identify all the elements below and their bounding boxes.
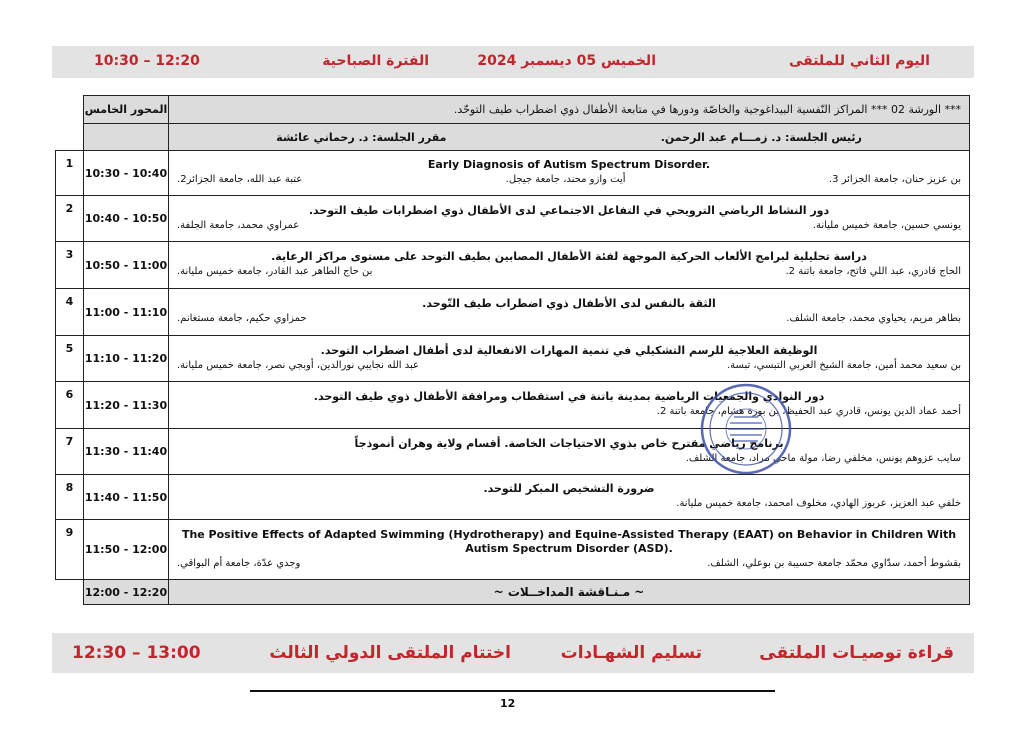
talk-row [56,336,970,382]
talk-time: 11:40 - 11:50 [84,475,169,520]
talk-author: وجدي عدّة، جامعة أم البواقي. [177,557,301,569]
talk-author: بن سعيد محمد أمين، جامعة الشيخ العربي التبسي، تبسة. [726,359,961,371]
axis-row [56,96,970,124]
talk-number: 9 [56,520,84,580]
talk-author: عبد الله نجايبي نورالدين، أوبجي نصر، جامعة خميس مليانة. [177,359,419,371]
talk-authors [177,358,961,374]
talk-author: حمزاوي حكيم، جامعة مستغانم. [177,313,307,324]
talk-author: أحمد عماد الدين يونس، قادري عبد الحفيظ، بن بوزة هشام، جامعة باتنة 2. [656,406,961,417]
recommendations-label: قراءة توصيـات الملتقى [759,643,954,663]
talk-number: 8 [56,475,84,520]
talk-row [56,289,970,336]
talk-row [56,520,970,580]
talk-title: دور النوادي والجمعيات الرياضية بمدينة باتنة في استقطاب ومرافقة الأطفال ذوي طيف التوحد. [313,390,825,403]
talk-time: 10:30 - 10:40 [84,151,169,196]
talk-title: دراسة تحليلية لبرامج الألعاب الحركية الموجهة لفئة الأطفال المصابين بطيف التوحد على مستوى مراكز الرعاية. [271,250,867,263]
day-label: اليوم الثاني للملتقى [788,53,930,69]
talk-number: 6 [56,382,84,429]
talk-authors [177,404,961,420]
talk-author: أيت وازو محند، جامعة جيجل. [505,174,626,185]
header-band [52,46,974,78]
talk-number: 5 [56,336,84,382]
talk-authors [177,451,961,467]
time-label: 10:30 – 12:20 [94,53,200,69]
axis-label: المحور الخامس [84,96,169,124]
talk-authors [177,172,961,188]
footer-rule [250,690,775,692]
talk-author: يونسي حسين، جامعة خميس مليانة. [812,219,961,231]
talk-row [56,382,970,429]
talk-number: 7 [56,429,84,475]
closing-time: 12:30 – 13:00 [72,643,201,663]
talk-row [56,475,970,520]
talk-author: عتبة عبد الله، جامعة الجزائر2. [177,174,303,185]
talk-time: 11:00 - 11:10 [84,289,169,336]
talk-author: بن حاج الطاهر عبد القادر، جامعة خميس مليانة. [177,266,373,277]
talk-authors [177,311,961,327]
schedule-table [55,95,970,605]
talk-author: خلفي عبد العزيز، عربوز الهادي، مخلوف امحمد، جامعة خميس مليانة. [676,498,961,509]
talk-number: 3 [56,242,84,289]
talk-author: الحاج قادري، عبد اللي فاتح، جامعة باتنة 2. [785,266,961,277]
certificates-label: تسليم الشهـادات [560,643,702,663]
talk-time: 11:20 - 11:30 [84,382,169,429]
university-stamp [700,383,792,475]
talk-author: بطاهر مريم، يحياوي محمد، جامعة الشلف. [786,313,961,324]
talk-author: بن عزيز حنان، جامعة الجزائر 3. [828,174,961,185]
closing-label: اختتام الملتقى الدولي الثالث [269,643,511,663]
talk-title: The Positive Effects of Adapted Swimming (Hydrotherapy) and Equine-Assisted Therapy (EAAT) on Behavior in Children With Autism Spectrum Disorder (ASD). [181,527,957,555]
talk-authors [177,264,961,280]
talk-authors [177,496,961,512]
talk-time: 10:40 - 10:50 [84,196,169,242]
talk-time: 11:30 - 11:40 [84,429,169,475]
closing-band [52,633,974,673]
talk-title: برنامج رياضي مقترح خاص بذوي الاحتياجات الخاصة. أقسام ولاية وهران أنموذجاً [354,436,784,450]
talk-author: بقشوط أحمد، سدّاوي محمّد جامعة حسيبة بن بوعلي، الشلف. [707,557,961,569]
period-label: الفترة الصباحية [322,53,429,69]
session-rapporteur: مقرر الجلسة: د. رحماني عائشة [276,130,447,144]
talk-authors [177,556,961,572]
discussion-time: 12:00 - 12:20 [84,580,169,605]
discussion-row [56,580,970,605]
chairs-row [56,124,970,151]
talk-row [56,429,970,475]
talk-authors [177,218,961,234]
discussion-label: ~ مـنـاقشة المداخــلات ~ [169,580,970,605]
talk-number: 2 [56,196,84,242]
session-chair: رئيس الجلسة: د. زمـــام عبد الرحمن. [660,130,862,144]
talk-row [56,196,970,242]
workshop-title: *** الورشة 02 *** المراكز النّفسية البيداغوجية والخاصّة ودورها في متابعة الأطفال ذوي اضطراب طيف التوحّد. [169,96,970,124]
talk-author: عمراوي محمد، جامعة الجلفة. [177,219,300,231]
talk-title: Early Diagnosis of Autism Spectrum Disorder. [427,158,711,171]
talk-row [56,242,970,289]
talk-title: ضرورة التشخيص المبكر للتوحد. [483,482,655,495]
page-number: 12 [500,697,516,710]
talk-title: الثقة بالنفس لدى الأطفال ذوي اضطراب طيف التّوحد. [422,297,716,310]
talk-time: 10:50 - 11:00 [84,242,169,289]
date-label: الخميس 05 ديسمبر 2024 [477,53,656,69]
talk-number: 1 [56,151,84,196]
talk-title: دور النشاط الرياضي الترويحي في التفاعل الاجتماعي لدى الأطفال ذوي اضطرابات طيف التوحد. [308,203,830,217]
talk-time: 11:10 - 11:20 [84,336,169,382]
talk-time: 11:50 - 12:00 [84,520,169,580]
talk-author: سايب عزوهم يونس، مخلفي رضا، مولة ماحي مراد، جامعة الشلف. [685,452,961,464]
talk-title: الوظيفة العلاجية للرسم التشكيلي في تنمية المهارات الانفعالية لدى أطفال اضطراب التوحد. [320,343,818,357]
talk-number: 4 [56,289,84,336]
talk-row [56,151,970,196]
